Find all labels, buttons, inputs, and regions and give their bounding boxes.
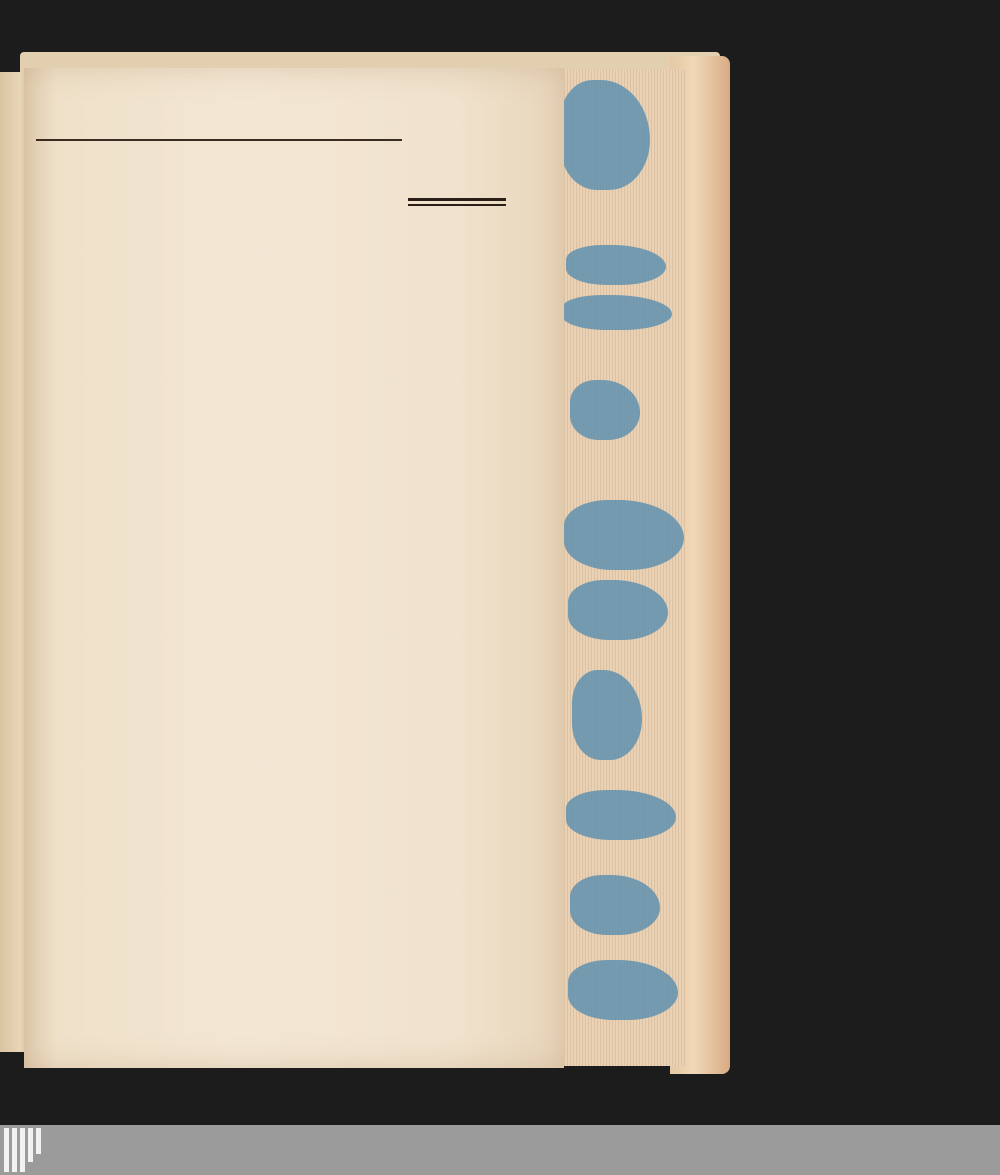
page-edges	[556, 70, 686, 1066]
margin-note-rule	[408, 204, 506, 206]
marbling	[570, 875, 660, 935]
marbling	[560, 80, 650, 190]
marbling	[572, 670, 642, 760]
marbling	[566, 790, 676, 840]
marbling	[568, 960, 678, 1020]
header-rule	[36, 139, 402, 141]
marbling	[564, 500, 684, 570]
book-page	[24, 68, 564, 1068]
marbling	[568, 580, 668, 640]
library-logo-icon	[4, 1128, 46, 1172]
marbling	[570, 380, 640, 440]
marbling	[566, 245, 666, 285]
library-footer-bar	[0, 1125, 1000, 1175]
margin-note-rule	[408, 198, 506, 201]
marbling	[562, 295, 672, 330]
